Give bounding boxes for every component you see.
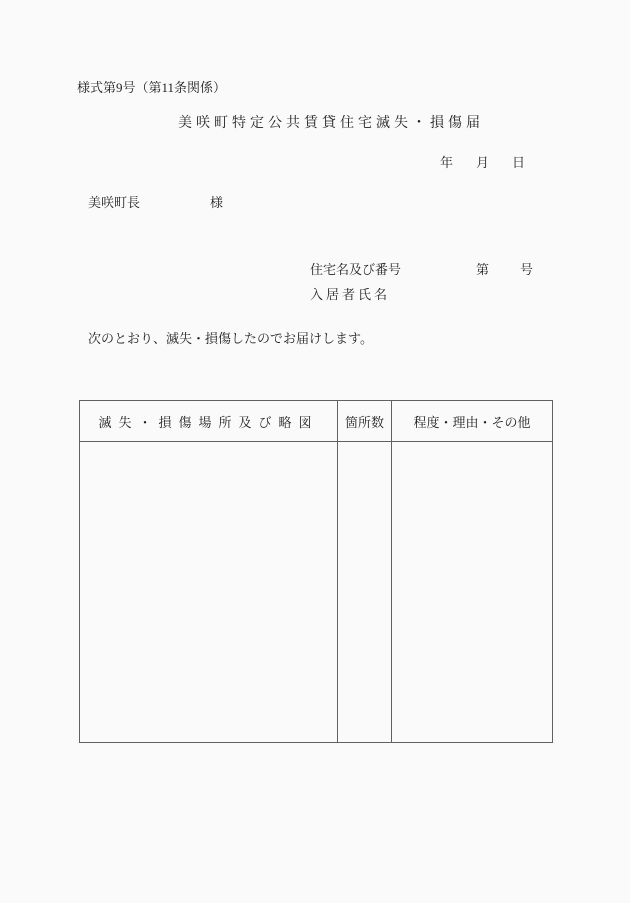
date-day-label: 日: [512, 155, 526, 170]
tenant-name-label: 入居者氏名: [310, 287, 391, 302]
form-number: 様式第9号（第11条関係）: [77, 80, 227, 95]
header-location-count: 箇所数: [338, 401, 392, 442]
damage-table-header-row: [80, 401, 553, 442]
housing-number-label: 住宅名及び番号: [310, 262, 402, 277]
damage-table: [79, 400, 553, 743]
date-month-label: 月: [476, 155, 490, 170]
addressee-line: [88, 196, 223, 211]
date-line: [440, 156, 525, 171]
notification-statement: 次のとおり、滅失・損傷したのでお届けします。: [88, 331, 373, 346]
cell-damage-location: [80, 442, 338, 743]
document-title: 美咲町特定公共賃貸住宅滅失・損傷届: [178, 116, 484, 131]
housing-number-suffix: 号: [520, 262, 534, 277]
damage-table-body-row: [80, 442, 553, 743]
addressee-honorific: 様: [210, 195, 224, 210]
housing-number-prefix: 第: [476, 262, 490, 277]
header-degree-reason: 程度・理由・その他: [392, 401, 553, 442]
cell-degree-reason: [392, 442, 553, 743]
addressee-name: 美咲町長: [88, 195, 141, 210]
date-year-label: 年: [440, 155, 454, 170]
cell-location-count: [338, 442, 392, 743]
header-damage-location: 滅失・損傷場所及び略図: [80, 401, 338, 442]
